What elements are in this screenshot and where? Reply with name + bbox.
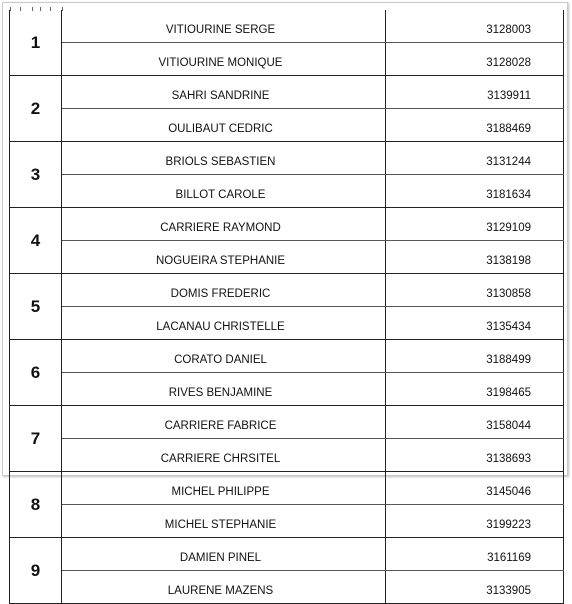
member-id: 3139911 (386, 76, 564, 109)
table-row (10, 142, 564, 175)
member-name: CARRIERE CHRSITEL (62, 439, 386, 472)
table-row (10, 406, 564, 439)
group-number: 2 (10, 76, 62, 142)
member-name: OULIBAUT CEDRIC (62, 109, 386, 142)
member-name: LACANAU CHRISTELLE (62, 307, 386, 340)
member-id: 3133905 (386, 571, 564, 604)
member-name: BILLOT CAROLE (62, 175, 386, 208)
member-name: LAURENE MAZENS (62, 571, 386, 604)
table-row (10, 307, 564, 340)
member-name: MICHEL STEPHANIE (62, 505, 386, 538)
member-name: CARRIERE FABRICE (62, 406, 386, 439)
member-name: CARRIERE RAYMOND (62, 208, 386, 241)
table-row (10, 208, 564, 241)
member-id: 3198465 (386, 373, 564, 406)
table-row (10, 43, 564, 76)
group-number: 5 (10, 274, 62, 340)
member-name: VITIOURINE SERGE (62, 10, 386, 43)
member-id: 3145046 (386, 472, 564, 505)
table-row (10, 76, 564, 109)
member-id: 3138693 (386, 439, 564, 472)
member-id: 3131244 (386, 142, 564, 175)
member-name: MICHEL PHILIPPE (62, 472, 386, 505)
member-name: RIVES BENJAMINE (62, 373, 386, 406)
member-id: 3188469 (386, 109, 564, 142)
pairs-table-body (10, 10, 564, 604)
member-id: 3199223 (386, 505, 564, 538)
member-name: NOGUEIRA STEPHANIE (62, 241, 386, 274)
group-number: 9 (10, 538, 62, 604)
group-number: 3 (10, 142, 62, 208)
member-id: 3188499 (386, 340, 564, 373)
table-row (10, 109, 564, 142)
table-row (10, 571, 564, 604)
table-row (10, 241, 564, 274)
member-id: 3135434 (386, 307, 564, 340)
member-name: VITIOURINE MONIQUE (62, 43, 386, 76)
member-id: 3128028 (386, 43, 564, 76)
member-id: 3138198 (386, 241, 564, 274)
member-name: DAMIEN PINEL (62, 538, 386, 571)
member-id: 3158044 (386, 406, 564, 439)
member-id: 3128003 (386, 10, 564, 43)
member-name: DOMIS FREDERIC (62, 274, 386, 307)
member-id: 3161169 (386, 538, 564, 571)
group-number: 7 (10, 406, 62, 472)
group-number: 4 (10, 208, 62, 274)
table-row (10, 274, 564, 307)
member-id: 3130858 (386, 274, 564, 307)
table-row (10, 340, 564, 373)
table-row (10, 373, 564, 406)
table-row (10, 472, 564, 505)
member-name: CORATO DANIEL (62, 340, 386, 373)
member-name: SAHRI SANDRINE (62, 76, 386, 109)
group-number: 8 (10, 472, 62, 538)
pairs-table (9, 10, 564, 604)
table-row (10, 505, 564, 538)
table-row (10, 175, 564, 208)
table-row (10, 10, 564, 43)
group-number: 1 (10, 10, 62, 76)
member-id: 3181634 (386, 175, 564, 208)
table-row (10, 538, 564, 571)
member-id: 3129109 (386, 208, 564, 241)
member-name: BRIOLS SEBASTIEN (62, 142, 386, 175)
group-number: 6 (10, 340, 62, 406)
table-row (10, 439, 564, 472)
